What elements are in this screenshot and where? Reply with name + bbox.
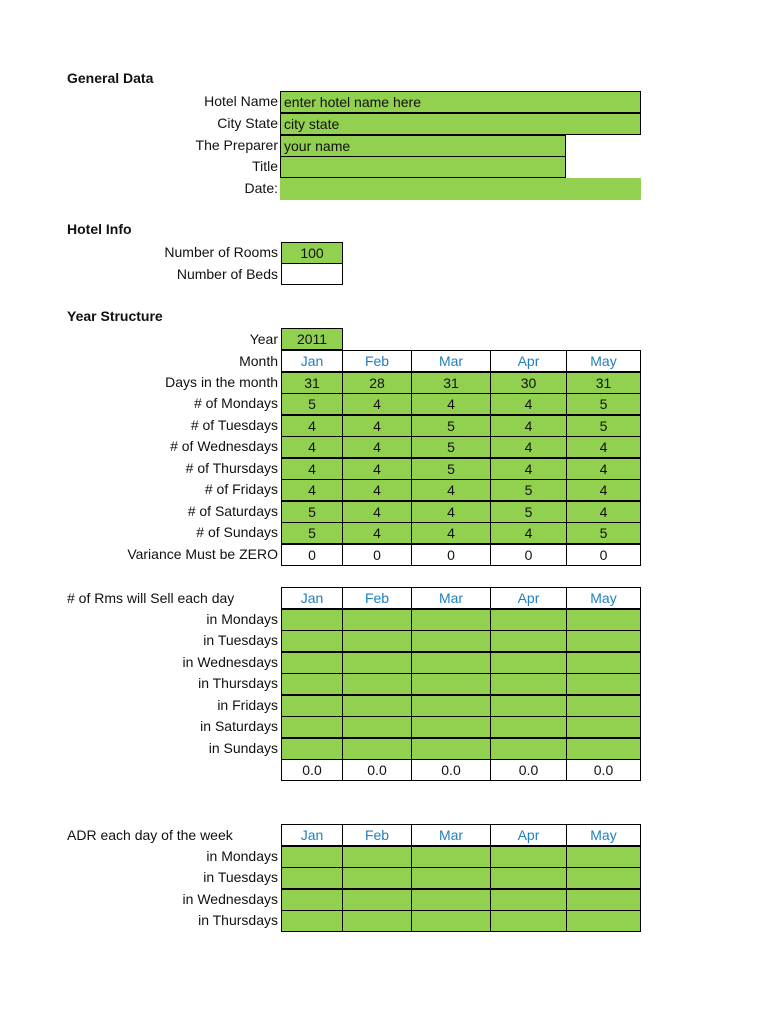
adr-cell[interactable]: [490, 910, 567, 932]
rooms-sell-cell[interactable]: [566, 716, 641, 738]
rooms-sell-cell[interactable]: [490, 609, 567, 631]
row-label: # of Tuesdays: [190, 416, 278, 433]
adr-cell[interactable]: [566, 867, 641, 889]
day-count-cell[interactable]: 4: [490, 436, 567, 458]
row-label: # of Fridays: [204, 481, 278, 497]
rooms-row-label: in Tuesdays: [203, 632, 278, 648]
rooms-sell-cell[interactable]: [566, 738, 641, 760]
adr-cell[interactable]: [342, 889, 412, 911]
rooms-sell-cell[interactable]: [411, 673, 491, 695]
adr-month-header-may: May: [566, 824, 641, 846]
title-label: Title: [252, 158, 278, 174]
day-count-cell[interactable]: 4: [281, 458, 343, 480]
day-count-cell[interactable]: 4: [566, 479, 641, 501]
date-input[interactable]: [280, 178, 641, 200]
rooms-sell-cell[interactable]: [281, 630, 343, 652]
month-header-jan: Jan: [281, 350, 343, 372]
row-label: Days in the month: [165, 373, 278, 390]
day-count-cell[interactable]: 4: [281, 415, 343, 437]
adr-cell[interactable]: [411, 846, 491, 868]
month-label: Month: [239, 353, 278, 369]
day-count-cell[interactable]: 4: [411, 479, 491, 501]
rooms-sell-cell[interactable]: [490, 630, 567, 652]
row-label: # of Saturdays: [187, 502, 278, 519]
rooms-sell-cell[interactable]: [490, 716, 567, 738]
rooms-sell-cell[interactable]: [411, 738, 491, 760]
adr-month-header-jan: Jan: [281, 824, 343, 846]
adr-row-label: in Mondays: [206, 847, 278, 864]
variance-cell: 0: [490, 544, 567, 566]
rooms-sell-cell[interactable]: [281, 609, 343, 631]
day-count-cell[interactable]: 5: [281, 522, 343, 544]
day-count-cell[interactable]: 5: [490, 479, 567, 501]
rooms-month-header-apr: Apr: [490, 587, 567, 609]
adr-cell[interactable]: [281, 910, 343, 932]
adr-cell[interactable]: [342, 846, 412, 868]
rooms-sell-cell[interactable]: [490, 738, 567, 760]
rooms-row-label: in Sundays: [208, 739, 278, 756]
row-label: # of Sundays: [196, 524, 278, 540]
rooms-sell-cell[interactable]: [342, 695, 412, 717]
day-count-cell[interactable]: 31: [281, 372, 343, 394]
beds-input[interactable]: [281, 263, 343, 285]
rooms-input[interactable]: 100: [281, 242, 343, 264]
rooms-sell-cell[interactable]: [342, 630, 412, 652]
city-state-input[interactable]: city state: [280, 113, 641, 135]
day-count-cell[interactable]: 4: [411, 501, 491, 523]
rooms-row-label: in Fridays: [217, 696, 278, 713]
variance-cell: 0: [566, 544, 641, 566]
day-count-cell[interactable]: 4: [566, 458, 641, 480]
day-count-cell[interactable]: 5: [566, 522, 641, 544]
rooms-sell-cell[interactable]: [281, 716, 343, 738]
rooms-sell-cell[interactable]: [566, 695, 641, 717]
rooms-total-cell: 0.0: [342, 759, 412, 781]
day-count-cell[interactable]: 4: [411, 522, 491, 544]
adr-row-label: in Tuesdays: [203, 869, 278, 885]
hotel-info-heading: Hotel Info: [67, 221, 132, 237]
month-header-apr: Apr: [490, 350, 567, 372]
day-count-cell[interactable]: 4: [566, 436, 641, 458]
rooms-sell-cell[interactable]: [411, 695, 491, 717]
rooms-month-header-may: May: [566, 587, 641, 609]
day-count-cell[interactable]: 4: [490, 393, 567, 415]
row-label: # of Wednesdays: [170, 438, 278, 454]
adr-cell[interactable]: [411, 867, 491, 889]
rooms-sell-cell[interactable]: [281, 673, 343, 695]
rooms-sell-cell[interactable]: [411, 652, 491, 674]
year-structure-heading: Year Structure: [67, 308, 163, 324]
rooms-sell-cell[interactable]: [342, 652, 412, 674]
day-count-cell[interactable]: 4: [490, 415, 567, 437]
rooms-sell-cell[interactable]: [342, 673, 412, 695]
day-count-cell[interactable]: 4: [281, 436, 343, 458]
rooms-label: Number of Rooms: [164, 244, 278, 260]
adr-row-label: in Wednesdays: [182, 890, 278, 907]
title-input[interactable]: [280, 156, 566, 178]
row-label: # of Thursdays: [185, 459, 278, 476]
month-header-feb: Feb: [342, 350, 412, 372]
rooms-sell-cell[interactable]: [490, 695, 567, 717]
adr-cell[interactable]: [490, 889, 567, 911]
day-count-cell[interactable]: 4: [342, 393, 412, 415]
month-header-mar: Mar: [411, 350, 491, 372]
day-count-cell[interactable]: 4: [342, 501, 412, 523]
rooms-month-header-jan: Jan: [281, 587, 343, 609]
day-count-cell[interactable]: 5: [281, 501, 343, 523]
day-count-cell[interactable]: 4: [342, 415, 412, 437]
rooms-row-label: in Thursdays: [198, 675, 278, 691]
adr-cell[interactable]: [342, 910, 412, 932]
rooms-sell-cell[interactable]: [342, 716, 412, 738]
rooms-sell-cell[interactable]: [281, 695, 343, 717]
day-count-cell[interactable]: 4: [342, 479, 412, 501]
adr-cell[interactable]: [566, 910, 641, 932]
day-count-cell[interactable]: 5: [566, 415, 641, 437]
rooms-sell-cell[interactable]: [566, 609, 641, 631]
adr-month-header-feb: Feb: [342, 824, 412, 846]
rooms-sell-cell[interactable]: [342, 609, 412, 631]
day-count-cell[interactable]: 31: [566, 372, 641, 394]
rooms-sell-cell[interactable]: [566, 652, 641, 674]
day-count-cell[interactable]: 4: [411, 393, 491, 415]
preparer-label: The Preparer: [195, 137, 278, 153]
adr-month-header-mar: Mar: [411, 824, 491, 846]
rooms-total-cell: 0.0: [281, 759, 343, 781]
row-label: # of Mondays: [193, 395, 278, 411]
rooms-month-header-mar: Mar: [411, 587, 491, 609]
adr-cell[interactable]: [490, 867, 567, 889]
day-count-cell[interactable]: 5: [411, 458, 491, 480]
adr-cell[interactable]: [411, 910, 491, 932]
day-count-cell[interactable]: 4: [281, 479, 343, 501]
day-count-cell[interactable]: 31: [411, 372, 491, 394]
day-count-cell[interactable]: 4: [342, 522, 412, 544]
day-count-cell[interactable]: 4: [566, 501, 641, 523]
hotel-name-input[interactable]: enter hotel name here: [280, 91, 641, 113]
variance-label: Variance Must be ZERO: [127, 545, 278, 562]
day-count-cell[interactable]: 5: [490, 501, 567, 523]
day-count-cell[interactable]: 4: [342, 458, 412, 480]
day-count-cell[interactable]: 4: [490, 458, 567, 480]
adr-cell[interactable]: [281, 846, 343, 868]
rooms-sell-cell[interactable]: [281, 652, 343, 674]
day-count-cell[interactable]: 5: [281, 393, 343, 415]
rooms-row-label: in Saturdays: [200, 718, 278, 734]
rooms-sell-cell[interactable]: [490, 673, 567, 695]
day-count-cell[interactable]: 28: [342, 372, 412, 394]
day-count-cell[interactable]: 5: [411, 415, 491, 437]
rooms-total-cell: 0.0: [566, 759, 641, 781]
adr-cell[interactable]: [490, 846, 567, 868]
rooms-sell-cell[interactable]: [566, 673, 641, 695]
adr-cell[interactable]: [411, 889, 491, 911]
year-label: Year: [249, 331, 278, 347]
day-count-cell[interactable]: 5: [566, 393, 641, 415]
rooms-sell-cell[interactable]: [566, 630, 641, 652]
rooms-sell-cell[interactable]: [411, 630, 491, 652]
rooms-sell-cell[interactable]: [342, 738, 412, 760]
preparer-input[interactable]: your name: [280, 135, 566, 157]
day-count-cell[interactable]: 4: [342, 436, 412, 458]
rooms-sell-cell[interactable]: [490, 652, 567, 674]
rooms-sell-heading: # of Rms will Sell each day: [67, 590, 235, 606]
hotel-name-label: Hotel Name: [204, 93, 278, 109]
adr-heading: ADR each day of the week: [67, 827, 233, 843]
adr-cell[interactable]: [342, 867, 412, 889]
day-count-cell[interactable]: 4: [490, 522, 567, 544]
variance-cell: 0: [411, 544, 491, 566]
rooms-sell-cell[interactable]: [281, 738, 343, 760]
general-data-heading: General Data: [67, 70, 154, 86]
city-state-label: City State: [217, 115, 278, 131]
adr-cell[interactable]: [566, 889, 641, 911]
rooms-sell-cell[interactable]: [411, 609, 491, 631]
variance-cell: 0: [281, 544, 343, 566]
rooms-total-cell: 0.0: [490, 759, 567, 781]
rooms-row-label: in Mondays: [206, 610, 278, 627]
adr-month-header-apr: Apr: [490, 824, 567, 846]
rooms-total-cell: 0.0: [411, 759, 491, 781]
rooms-sell-cell[interactable]: [411, 716, 491, 738]
year-input[interactable]: 2011: [281, 328, 343, 350]
rooms-month-header-feb: Feb: [342, 587, 412, 609]
day-count-cell[interactable]: 30: [490, 372, 567, 394]
variance-cell: 0: [342, 544, 412, 566]
month-header-may: May: [566, 350, 641, 372]
day-count-cell[interactable]: 5: [411, 436, 491, 458]
adr-cell[interactable]: [281, 889, 343, 911]
rooms-row-label: in Wednesdays: [182, 653, 278, 670]
beds-label: Number of Beds: [176, 266, 278, 282]
adr-cell[interactable]: [566, 846, 641, 868]
date-label: Date:: [244, 180, 278, 196]
adr-row-label: in Thursdays: [198, 912, 278, 928]
adr-cell[interactable]: [281, 867, 343, 889]
